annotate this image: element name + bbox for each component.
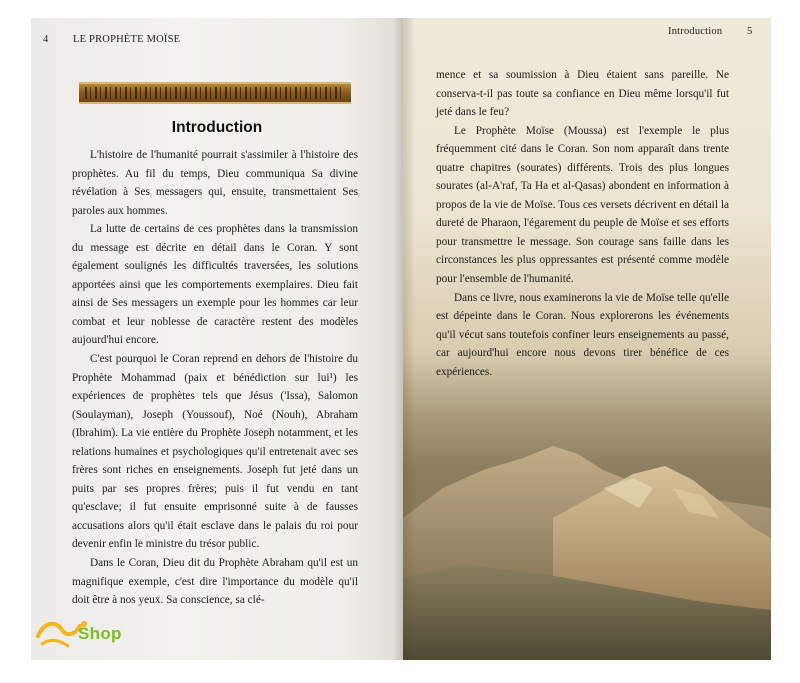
hieroglyph-ornament	[85, 87, 345, 99]
shop-logo-text: Shop	[78, 624, 122, 643]
right-page-number: 5	[747, 26, 753, 37]
paragraph: Dans ce livre, nous examinerons la vie de Moïse telle qu'elle est dépeinte dans le Coran. Nous explorerons les événements qu'il vécut sans toutefois confiner leurs enseignements au passé, car aujourd'hui encore nous devons tirer bénéfice de ces expériences.	[436, 291, 729, 378]
paragraph: Le Prophète Moïse (Moussa) est l'exemple le plus fréquemment cité dans le Coran. Son nom apparaît dans trente quatre chapitres (sourates) différents. Trois des plus longues sourates (al-A'raf, Ta Ha et al-Qasas) abondent en information à propos de la vie de Moïse. Tous ces versets décrivent en détail la dureté de Pharaon, l'égarement du peuple de Moïse et ses efforts pour transmettre le message. Son courage sans faille dans les circonstances les plus oppressantes est présenté comme modèle pour l'ensemble de l'humanité.	[436, 124, 729, 286]
paragraph: mence et sa soumission à Dieu étaient sans pareille. Ne conserva-t-il pas toute sa confiance en Dieu même lorsqu'il fut jeté dans le feu?	[436, 69, 729, 119]
paragraph: C'est pourquoi le Coran reprend en dehors de l'histoire du Prophète Mohammad (paix et bénédiction sur lui¹) les expériences de prophètes tels que Jésus ('Issa), Salomon (Soulayman), Joseph (Youssouf), Noé (Nouh), Abraham (Ibrahim). La vie entière du Prophète Joseph notamment, et les relations humaines et psychologiques qu'il entretenait avec ses frères sont riches en enseignements. Joseph fut jeté dans un puits par ses propres frères; puis il fut vendu en tant qu'esclave; il fut ensuite emprisonné suite à de fausses accusations alors qu'il était esclave dans le palais du roi pour devenir enfin le ministre du trésor public.	[72, 353, 358, 551]
right-body-text	[436, 66, 729, 381]
ornamental-banner	[79, 82, 351, 104]
chapter-title: Introduction	[171, 119, 263, 136]
left-running-head: LE PROPHÈTE MOÏSE	[73, 34, 181, 45]
left-page-number: 4	[43, 34, 49, 45]
right-running-head: Introduction	[668, 26, 723, 37]
shop-logo	[34, 614, 164, 654]
left-page	[31, 18, 403, 660]
left-body-text	[72, 146, 358, 610]
book-gutter	[393, 18, 415, 660]
paragraph: L'histoire de l'humanité pourrait s'assimiler à l'histoire des prophètes. Au fil du temps, Dieu communiqua Sa divine révélation à Ses messagers qui, ensuite, transmettaient Ses paroles aux hommes.	[72, 149, 358, 217]
book-spread	[31, 18, 771, 660]
paragraph: La lutte de certains de ces prophètes dans la transmission du message est décrite en détail dans le Coran. Y sont également soulignés les difficultés traversées, les solutions apportées ainsi que les comportements exemplaires. Dieu fait ainsi de Ses messagers un exemple pour les hommes car leur combat et leur noblesse de caractère restent des modèles aujourd'hui encore.	[72, 223, 358, 347]
right-page	[403, 18, 771, 660]
paragraph: Dans le Coran, Dieu dit du Prophète Abraham qu'il est un magnifique exemple, c'est dire l'importance du modèle qu'il doit être à nos yeux. Sa conscience, sa clé-	[72, 557, 358, 607]
